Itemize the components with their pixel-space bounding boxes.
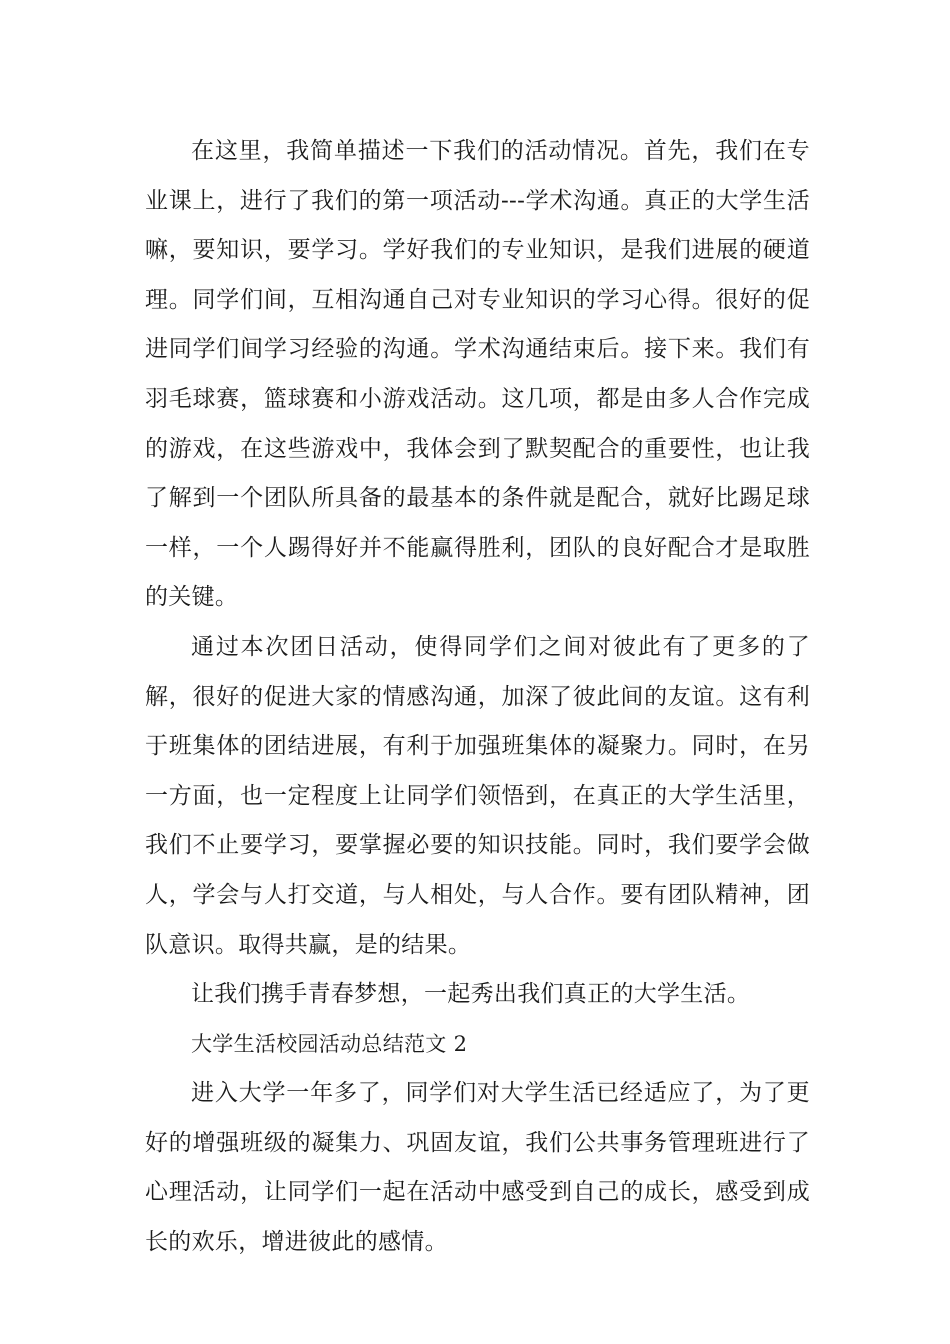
paragraph-team-day: 通过本次团日活动，使得同学们之间对彼此有了更多的了解，很好的促进大家的情感沟通，加深了彼此间的友谊。这有利于班集体的团结进展，有利于加强班集体的凝聚力。同时，在另一方面，也一定程度上让同学们领悟到，在真正的大学生活里，我们不止要学习，要掌握必要的知识技能。同时，我们要学会做人，学会与人打交道，与人相处，与人合作。要有团队精神，团队意识。取得共赢，是的结果。 bbox=[145, 633, 810, 958]
paragraph-closing: 让我们携手青春梦想，一起秀出我们真正的大学生活。 bbox=[191, 981, 751, 1008]
section-title: 大学生活校园活动总结范文 2 bbox=[191, 1031, 468, 1056]
document-body bbox=[145, 127, 810, 1268]
paragraph-section-intro: 进入大学一年多了，同学们对大学生活已经适应了，为了更好的增强班级的凝集力、巩固友谊，我们公共事务管理班进行了心理活动，让同学们一起在活动中感受到自己的成长，感受到成长的欢乐，增进彼此的感情。 bbox=[145, 1080, 810, 1256]
paragraph-activities: 在这里，我简单描述一下我们的活动情况。首先，我们在专业课上，进行了我们的第一项活动---学术沟通。真正的大学生活嘛，要知识，要学习。学好我们的专业知识，是我们进展的硬道理。同学们间，互相沟通自己对专业知识的学习心得。很好的促进同学们间学习经验的沟通。学术沟通结束后。接下来。我们有羽毛球赛，篮球赛和小游戏活动。这几项，都是由多人合作完成的游戏，在这些游戏中，我体会到了默契配合的重要性，也让我了解到一个团队所具备的最基本的条件就是配合，就好比踢足球一样，一个人踢得好并不能赢得胜利，团队的良好配合才是取胜的关键。 bbox=[145, 138, 810, 611]
